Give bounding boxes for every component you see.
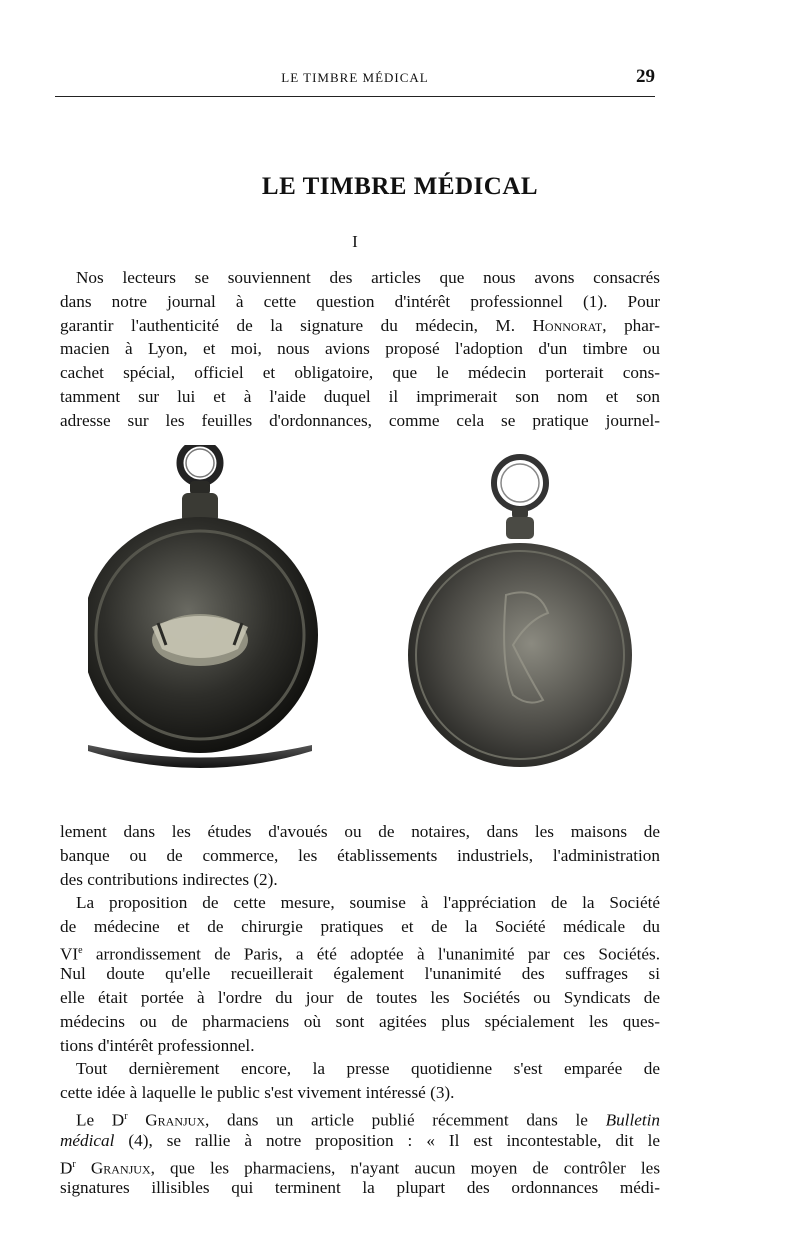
text-line: dans notre journal à cette question d'intérêt professionnel (1). Pour [60,291,660,311]
text-line: garantir l'authenticité de la signature du médecin, M. Honnorat, phar- [60,315,660,335]
journal-title: médical [60,1130,115,1150]
text-line: de médecine et de chirurgie pratiques et de la Société médicale du [60,916,660,936]
text-line: banque ou de commerce, les établissements industriels, l'administration [60,845,660,865]
medical-stamp-illustration [88,445,688,785]
paragraph-1 [60,266,660,433]
text-line: macien à Lyon, et moi, nous avions proposé l'adoption d'un timbre ou [60,339,660,359]
text-line: médical (4), se rallie à notre proposition : « Il est incontestable, dit le [60,1130,660,1150]
text-line: des contributions indirectes (2). [60,869,278,889]
text-line: lement dans les études d'avoués ou de notaires, dans les maisons de [60,822,660,841]
text-line: VIe arrondissement de Paris, a été adoptée à l'unanimité par ces Sociétés. [60,944,660,964]
text-line: cette idée à laquelle le public s'est vivement intéressé (3). [60,1082,455,1102]
text-line: La proposition de cette mesure, soumise à l'appréciation de la Société [76,893,660,912]
author-name: Granjux [145,1110,206,1130]
text-line: tions d'intérêt professionnel. [60,1035,255,1055]
text-line: Nos lecteurs se souviennent des articles que nous avons consacrés [76,268,660,287]
running-header [55,66,655,97]
text-line: médecins ou de pharmaciens où sont agitées plus spécialement les ques- [60,1011,660,1031]
paragraph-2 [60,820,660,891]
journal-title: Bulletin [605,1110,661,1130]
text-line: Le $D^r$ Granjux, dans un article publié récemment dans le Bulletin [76,1110,661,1130]
text-line: elle était portée à l'ordre du jour de toutes les Sociétés ou Syndicats de [60,988,660,1008]
section-number: I [352,232,358,251]
closed-stamp-case [408,457,632,767]
open-stamp-case [88,445,318,768]
author-name: Honnorat [532,315,603,335]
article-title: LE TIMBRE MÉDICAL [261,173,539,200]
text-line: adresse sur les feuilles d'ordonnances, comme cela se pratique journel- [60,410,660,430]
paragraph-5 [60,1105,660,1200]
text-line: cachet spécial, officiel et obligatoire, que le médecin porterait cons- [60,363,660,383]
paragraph-3 [60,891,660,1058]
text-line: signatures illisibles qui terminent la plupart des ordonnances médi- [60,1178,660,1198]
text-line: Tout dernièrement encore, la presse quotidienne s'est emparée de [76,1059,660,1078]
paragraph-4 [60,1057,660,1105]
text-line: tamment sur lui et à l'aide duquel il imprimerait son nom et son [60,386,660,406]
text-line: $D^r$ Granjux, que les pharmaciens, n'ayant aucun moyen de contrôler les [60,1158,661,1178]
text-line: Nul doute qu'elle recueillerait également l'unanimité des suffrages si [60,964,660,984]
page-number: 29 [636,66,655,87]
running-title: LE TIMBRE MÉDICAL [281,70,429,85]
author-name: Granjux [90,1158,151,1178]
